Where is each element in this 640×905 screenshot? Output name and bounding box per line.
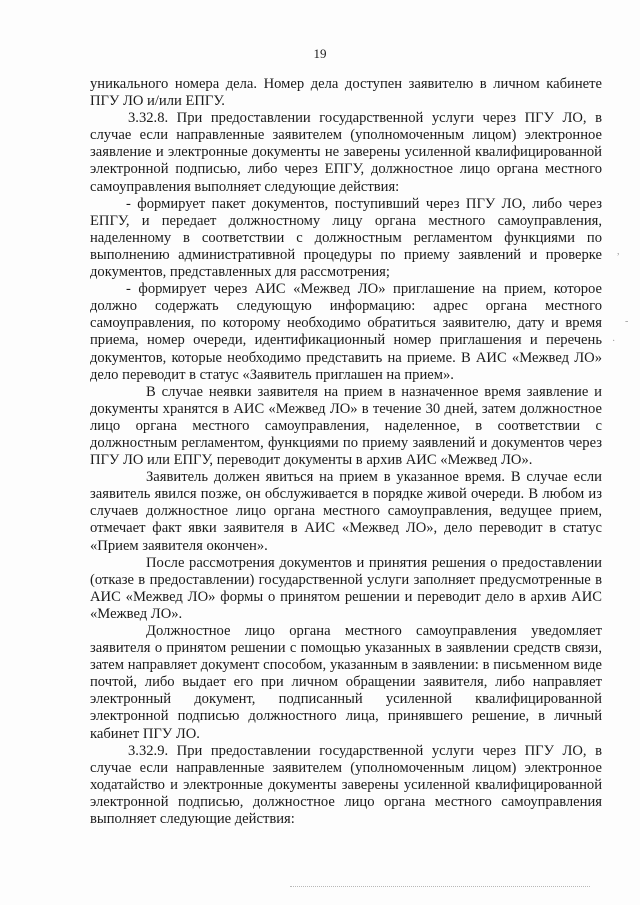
footer-dotted-rule xyxy=(290,886,590,887)
page-number: 19 xyxy=(313,46,327,61)
margin-tick-mark: - xyxy=(625,316,629,327)
paragraph-3-32-8: 3.32.8. При предоставлении государственной услуги через ПГУ ЛО, в случае если направленные заявителем (уполномоченным лицом) электронное заявление и электронные документы не заверены усиленной квалифицированной электронной подписью, либо через ЕПГУ, должностное лицо органа местного самоуправления выполняет следующие действия: xyxy=(90,110,602,195)
paragraph-continuation: уникального номера дела. Номер дела доступен заявителю в личном кабинете ПГУ ЛО и/или ЕПГУ. xyxy=(90,76,602,110)
paragraph-bullet-form-package: - формирует пакет документов, поступивший через ПГУ ЛО, либо через ЕПГУ, и передает должностному лицу органа местного самоуправления, наделенному в соответствии с должностным регламентом функциями по выполнению административной процедуры по приему заявлений и проверке документов, представленных для рассмотрения; xyxy=(90,195,602,281)
paragraph-no-show: В случае неявки заявителя на прием в назначенное время заявление и документы хранятся в АИС «Межвед ЛО» в течение 30 дней, затем должностное лицо органа местного самоуправления, наделенное, в соответствии с должностным регламентом, функциями по приему заявлений и документов через ПГУ ЛО или ЕПГУ, переводит документы в архив АИС «Межвед ЛО». xyxy=(90,383,602,469)
paragraph-notification: Должностное лицо органа местного самоуправления уведомляет заявителя о принятом решении с помощью указанных в заявлении средств связи, затем направляет документ способом, указанным в заявлении: в письменном виде почтой, либо выдает его при личном обращении заявителя, либо направляет электронный документ, подписанный усиленной квалифицированной электронной подписью должностного лица, принявшего решение, в личный кабинет ПГУ ЛО. xyxy=(90,623,602,742)
paragraph-applicant-arrival: Заявитель должен явиться на прием в указанное время. В случае если заявитель явился позже, он обслуживается в порядке живой очереди. В любом из случаев должностное лицо органа местного самоуправления, ведущее прием, отмечает факт явки заявителя в АИС «Межвед ЛО», дело переводит в статус «Прием заявителя окончен». xyxy=(90,469,602,554)
margin-tick-mark: , xyxy=(617,246,620,257)
paragraph-3-32-9: 3.32.9. При предоставлении государственной услуги через ПГУ ЛО, в случае если направленные заявителем (уполномоченным лицом) электронное ходатайство и электронные документы заверены усиленной квалифицированной электронной подписью, должностное лицо органа местного самоуправления выполняет следующие действия: xyxy=(90,742,602,828)
paragraph-bullet-form-invitation: - формирует через АИС «Межвед ЛО» приглашение на прием, которое должно содержать следующую информацию: адрес органа местного самоуправления, по которому необходимо обратиться заявителю, дату и время приема, номер очереди, идентификационный номер приглашения и перечень документов, которые необходимо представить на приеме. В АИС «Межвед ЛО» дело переводит в статус «Заявитель приглашен на прием». xyxy=(90,281,602,383)
document-body xyxy=(90,76,602,828)
margin-tick-mark: · xyxy=(612,336,616,347)
paragraph-after-review: После рассмотрения документов и принятия решения о предоставлении (отказе в предоставлении) государственной услуги заполняет предусмотренные в АИС «Межвед ЛО» формы о принятом решении и переводит дело в архив АИС «Межвед ЛО». xyxy=(90,554,602,622)
